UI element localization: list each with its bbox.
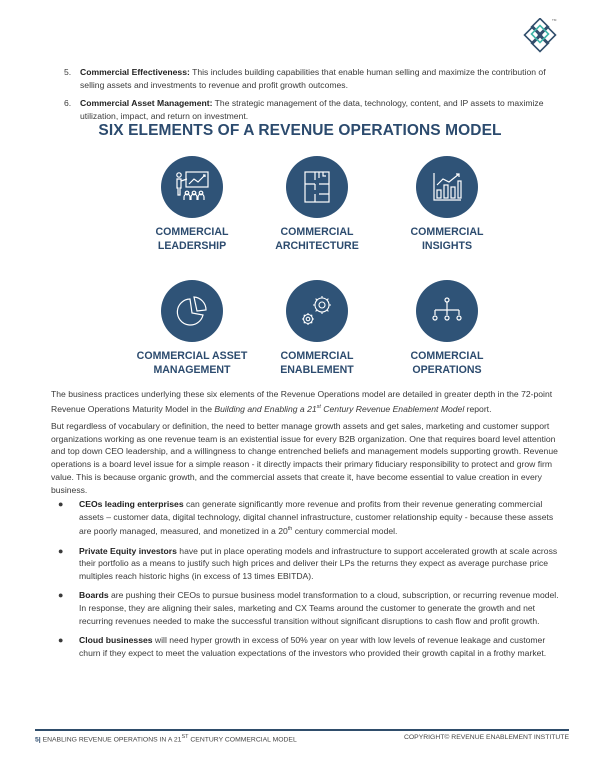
element-label-line1: COMMERCIAL [410, 350, 484, 362]
element-label-line2: INSIGHTS [421, 239, 473, 252]
bullet-item: ● Private Equity investors have put in place operating models and infrastructure to support accelerated growth at scale across their portfolio as a means to justify such high prices and deliver their LPs the returns they expect as average purchase price multiples reach historic highs (in excess of 13 times EBITDA). [58, 545, 558, 581]
bullet-item: ● Cloud businesses will need hyper growth in excess of 50% year on year with low levels of revenue leakage and customer churn if they expect to meet the valuation expectations of the investors who provided their growth capital in a frothy market. [58, 635, 547, 658]
bullet-list [58, 498, 560, 666]
paragraph-maturity-model: The business practices underlying these six elements of the Revenue Operations model are detailed in greater depth in the 72-point Revenue Operations Maturity Model in the Building and Enabling a 21st Century Revenue Enablement Model report. [51, 389, 553, 414]
copyright-notice: COPYRIGHT© REVENUE ENABLEMENT INSTITUTE [403, 734, 569, 741]
item-term: Commercial Effectiveness: [80, 67, 190, 77]
bar-chart-trend-icon [427, 167, 467, 207]
bullet-icon: ● [58, 545, 64, 556]
page-number: 5| [35, 736, 41, 744]
org-chart-icon [427, 291, 467, 331]
element-label-line1: COMMERCIAL [280, 350, 354, 362]
list-item: 5. Commercial Effectiveness: This includes building capabilities that enable human selling and maximize the contribution of selling assets and investments to revenue and profit growth outcomes. [64, 67, 546, 90]
bullet-item: ● CEOs leading enterprises can generate significantly more revenue and profits from their revenue generating commercial assets – customer data, digital technology, digital channel infrastructure, customer relationship equity - because these assets are poorly managed, measured, and monetized in a 20th century commercial model. [58, 499, 554, 537]
item-term: Commercial Asset Management: [80, 98, 213, 109]
pie-chart-icon [172, 291, 212, 331]
element-label-line1: COMMERCIAL [280, 226, 354, 238]
element-label-line2: MANAGEMENT [153, 363, 231, 376]
element-commercial-leadership [132, 156, 252, 253]
bullet-icon: ● [58, 590, 64, 601]
element-label-line2: ENABLEMENT [280, 363, 354, 376]
element-label-line1: COMMERCIAL ASSET [136, 350, 248, 362]
trademark-mark: TM [552, 18, 557, 22]
list-item: 6. Commercial Asset Management: The strategic management of the data, technology, content, and IP assets to maximize utilization, impact, and return on investment. [64, 98, 544, 121]
element-label-line2: ARCHITECTURE [275, 239, 359, 252]
element-commercial-asset-management [132, 280, 252, 377]
element-commercial-insights [387, 156, 507, 253]
infographic-title: SIX ELEMENTS OF A REVENUE OPERATIONS MODEL [98, 122, 502, 139]
bullet-icon: ● [58, 635, 64, 646]
bullet-icon: ● [58, 499, 64, 509]
gears-icon [297, 291, 337, 331]
report-title: Building and Enabling a 21st Century Revenue Enablement Model [214, 403, 465, 414]
bullet-item: ● Boards are pushing their CEOs to pursue business model transformation to a cloud, subscription, or recurring revenue model. In response, they are aligning their sales, marketing and CX Teams around the customer to generate the growth and net recurring revenues needed to make the successful transition without significant disruptions to cash flow and profit growth. [58, 590, 559, 626]
page-footer: 5| ENABLING REVENUE OPERATIONS IN A 21ST CENTURY COMMERCIAL MODEL COPYRIGHT© REVENUE ENABLEMENT INSTITUTE [35, 734, 569, 744]
element-label-line2: LEADERSHIP [157, 239, 227, 252]
element-label-line1: COMMERCIAL [155, 226, 229, 238]
floor-plan-icon [297, 167, 337, 207]
element-commercial-architecture [257, 156, 377, 253]
footer-divider [35, 729, 569, 731]
element-label-line2: OPERATIONS [412, 363, 482, 376]
element-label-line1: COMMERCIAL [410, 226, 484, 238]
paragraph-existential-issue: But regardless of vocabulary or definition, the need to better manage growth assets and get sales, marketing and customer support organizations working as one revenue team is an existential issue for every B2B organization. One that requires board level attention and top down CEO leadership, and a willingness to change entrenched beliefs and management models supporting growth. Revenue operations is a board level issue for a simple reason - it directly impacts their primary fiduciary responsibility to protect and grow firm value. This is because organic growth, and the commercial assets that create it, have become essential to value creation in every business. [51, 421, 558, 495]
numbered-list [64, 66, 564, 128]
element-commercial-enablement [257, 280, 377, 377]
diamond-lattice-logo-icon [520, 18, 560, 54]
presenter-chart-icon [172, 167, 212, 207]
element-commercial-operations [387, 280, 507, 377]
